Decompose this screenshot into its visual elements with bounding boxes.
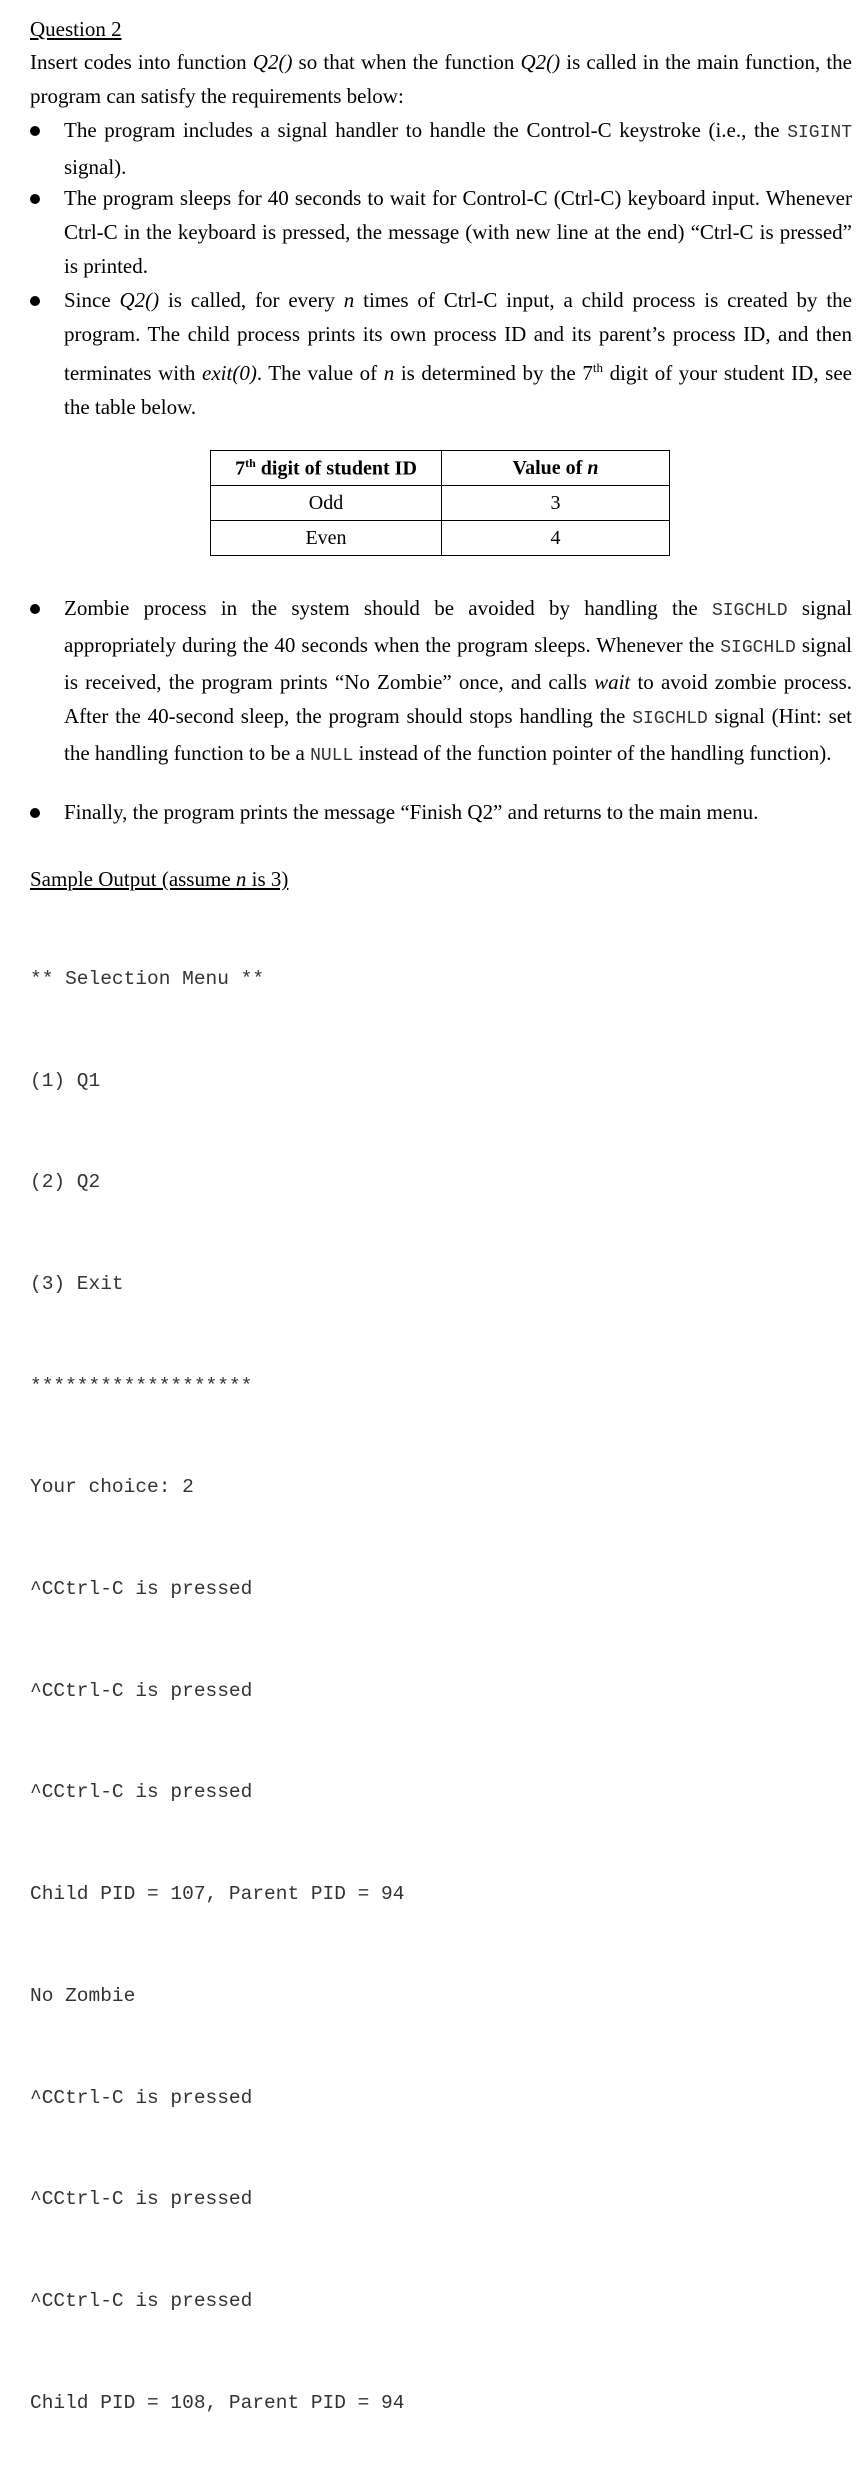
- bullet-3-text-c: times of Ctrl-C input, a child process is created by the program. The child process prints its own process ID and its parent’s process ID, and then terminates with: [64, 288, 853, 385]
- bullet-text: [64, 591, 852, 773]
- bullet-3-text-f: digit of your student ID, see the table below.: [64, 361, 852, 419]
- console-line: No Zombie: [30, 1984, 136, 2007]
- null-code: NULL: [310, 746, 354, 766]
- console-line: (1) Q1: [30, 1069, 101, 1092]
- bullet-1-text-b: signal).: [64, 155, 127, 179]
- bullet-1-text-a: The program includes a signal handler to handle the Control-C keystroke (i.e., the: [64, 118, 788, 142]
- exit-call: exit(0): [202, 361, 257, 385]
- question-heading: Question 2: [30, 17, 122, 41]
- bullet-3-text-e: is determined by the 7: [394, 361, 593, 385]
- sample-console-output: [30, 895, 404, 2488]
- header-superscript: th: [245, 455, 256, 470]
- table-header-digit: [211, 451, 442, 486]
- intro-text-1: Insert codes into function: [30, 50, 253, 74]
- superscript-th: th: [592, 360, 603, 375]
- sample-heading-text-a: Sample Output (assume: [30, 867, 236, 891]
- n-value-table: [210, 450, 670, 556]
- bullet-4-text-d: to avoid zombie process. After the 40-second sleep, the program should stops handling the: [64, 670, 852, 728]
- table-cell-digit: Even: [211, 521, 442, 556]
- console-line: (2) Q2: [30, 1171, 101, 1194]
- header-digit-label: digit of student ID: [255, 457, 417, 480]
- console-line: ^CCtrl-C is pressed: [30, 2188, 253, 2211]
- function-name: Q2(): [119, 288, 160, 312]
- variable-n: n: [343, 288, 355, 312]
- bullet-3-text-d: . The value of: [256, 361, 384, 385]
- console-line: ^CCtrl-C is pressed: [30, 1781, 253, 1804]
- sample-variable-n: n: [235, 867, 247, 891]
- sigchld-code: SIGCHLD: [720, 638, 796, 658]
- sample-output-heading: [30, 864, 288, 894]
- table-cell-value: 3: [442, 486, 670, 521]
- table-row: [211, 521, 670, 556]
- sigchld-code: SIGCHLD: [711, 601, 788, 621]
- console-line: Your choice: 2: [30, 1476, 194, 1499]
- console-line: ** Selection Menu **: [30, 967, 265, 990]
- variable-n: n: [383, 361, 395, 385]
- bullet-text: [64, 113, 852, 184]
- intro-text-3: is called in the main function, the program can satisfy the requirements below:: [30, 50, 852, 108]
- bullet-dot-icon: [30, 194, 40, 204]
- sigint-code: SIGINT: [787, 123, 852, 143]
- console-line: (3) Exit: [30, 1272, 124, 1295]
- intro-function-name: Q2(): [252, 50, 293, 74]
- console-line: ^CCtrl-C is pressed: [30, 2289, 253, 2312]
- table-header-row: [211, 451, 670, 486]
- bullet-text: Finally, the program prints the message “Finish Q2” and returns to the main menu.: [64, 800, 759, 824]
- intro-paragraph: [30, 45, 852, 113]
- sigchld-code: SIGCHLD: [632, 709, 708, 729]
- bullet-4-text-a: Zombie process in the system should be avoided by handling the: [64, 596, 712, 620]
- table-row: [211, 486, 670, 521]
- wait-call: wait: [594, 670, 631, 694]
- console-line: Child PID = 108, Parent PID = 94: [30, 2391, 405, 2414]
- sample-heading-text-b: is 3): [246, 867, 289, 891]
- console-line: Child PID = 107, Parent PID = 94: [30, 1883, 405, 1906]
- bullet-text: The program sleeps for 40 seconds to wait for Control-C (Ctrl-C) keyboard input. Whenever Ctrl-C in the keyboard is pressed, the message (with new line at the end) “Ctrl-C is pressed” is printed.: [64, 186, 852, 278]
- bullet-4-text-c: signal is received, the program prints “No Zombie” once, and calls: [64, 633, 852, 694]
- bullet-dot-icon: [30, 604, 40, 614]
- bullet-text: [64, 283, 852, 424]
- header-digit-number: 7: [235, 457, 246, 480]
- bullet-4-text-f: instead of the function pointer of the handling function).: [353, 741, 832, 765]
- bullet-dot-icon: [30, 296, 40, 306]
- table-cell-value: 4: [442, 521, 670, 556]
- intro-function-name-2: Q2(): [520, 50, 561, 74]
- header-value-label: Value of: [512, 456, 588, 479]
- bullet-3-text-b: is called, for every: [159, 288, 344, 312]
- table-cell-digit: Odd: [211, 486, 442, 521]
- console-line: ^CCtrl-C is pressed: [30, 1578, 253, 1601]
- console-line: *******************: [30, 1374, 253, 1397]
- console-line: ^CCtrl-C is pressed: [30, 1679, 253, 1702]
- intro-text-2: so that when the function: [292, 50, 521, 74]
- bullet-dot-icon: [30, 126, 40, 136]
- bullet-dot-icon: [30, 808, 40, 818]
- bullet-3-text-a: Since: [64, 288, 120, 312]
- bullet-4-text-b: signal appropriately during the 40 seconds when the program sleeps. Whenever the: [64, 596, 852, 657]
- console-line: ^CCtrl-C is pressed: [30, 2086, 253, 2109]
- header-variable-n: n: [587, 456, 599, 479]
- table-header-value: [442, 451, 670, 486]
- bullet-4-text-e: signal (Hint: set the handling function to be a: [64, 704, 853, 765]
